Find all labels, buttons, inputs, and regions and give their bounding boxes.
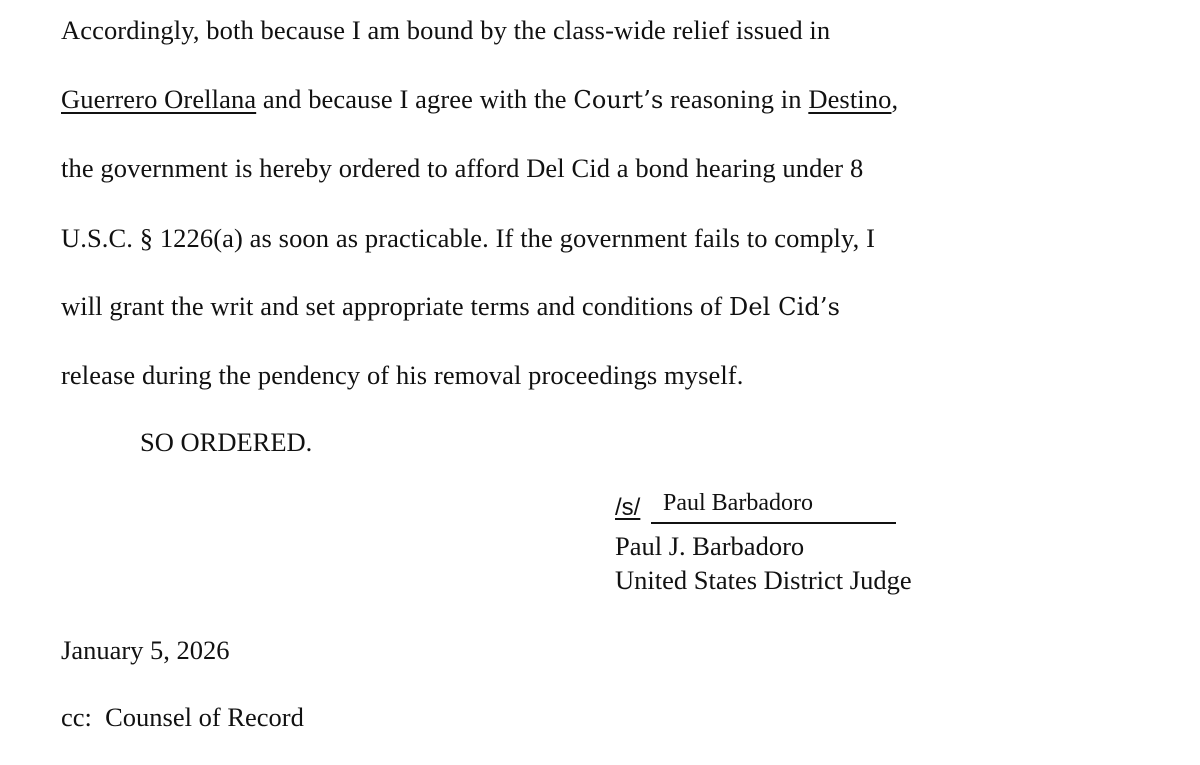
case-citation-destino: Destino (808, 84, 892, 114)
body-text: the government is hereby ordered to afford Del Cid a bond hearing under 8 (61, 153, 864, 183)
body-text: will grant the writ and set appropriate terms and conditions of (61, 291, 729, 321)
body-text: and because I agree with the (256, 84, 574, 114)
signature-line (651, 522, 896, 524)
body-text: reasoning in (663, 84, 809, 114)
cc-line: cc: Counsel of Record (61, 702, 304, 732)
case-citation-guerrero-orellana: Guerrero Orellana (61, 84, 257, 114)
judge-printed-name: Paul J. Barbadoro (615, 531, 805, 561)
body-text: Accordingly, both because I am bound by the class-wide relief issued in (61, 15, 831, 45)
signature-block (615, 488, 945, 595)
order-date: January 5, 2026 (61, 635, 230, 665)
body-line-2 (61, 83, 898, 116)
judge-title: United States District Judge (615, 565, 912, 595)
body-line-4 (61, 222, 875, 254)
body-line-1 (61, 14, 830, 46)
body-text-del-cid: Del Cid’s (729, 293, 840, 321)
body-text-court: Court’s (573, 86, 664, 114)
body-text: , (891, 84, 899, 114)
so-ordered-heading: SO ORDERED. (140, 427, 313, 457)
body-line-3 (61, 152, 863, 184)
body-line-5 (61, 290, 840, 323)
electronic-signature-prefix: /s/ (615, 494, 641, 521)
body-line-6 (61, 359, 743, 391)
body-text: release during the pendency of his removal proceedings myself. (61, 360, 744, 390)
body-text: U.S.C. § 1226(a) as soon as practicable. If the government fails to comply, I (61, 223, 876, 253)
electronic-signature-name: Paul Barbadoro (663, 490, 813, 516)
signature-row (615, 488, 945, 528)
